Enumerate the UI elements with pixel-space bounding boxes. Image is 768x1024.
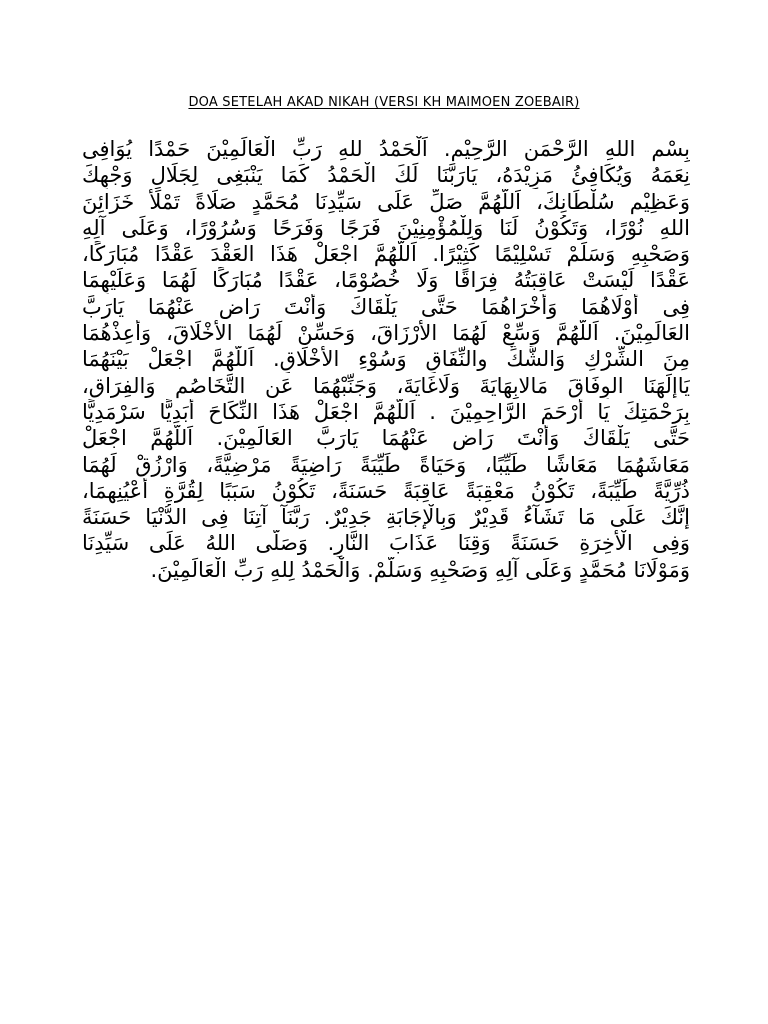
prayer-line-10: يَاإِلَهَنَا الوِفَاقَ مَالابِهَايَةَ وَلَاغَايَةَ، وَجَنِّبْهُمَا عَنِ التَّخَاصُمِ وَالفِرَاقِ، [82, 373, 690, 398]
prayer-line-4: اللهِ نُوْرًا، وَتَكُوْنُ لَنَا وَلِلْمُؤْمِنِيْنَ فَرَجًا وَفَرَحًا وَسُرُوْرًا، وَعَلَى آلِهِ [82, 215, 690, 240]
prayer-line-8: العَالَمِيْنَ. اَللَّهُمَّ وَسِّعْ لَهُمَا الأَرْزَاقَ، وَحَسِّنْ لَهُمَا الأَخْلَاقَ، وَأَعِذْهُمَا [82, 321, 690, 346]
prayer-line-11: بِرَحْمَتِكَ يَا أَرْحَمَ الرَّاحِمِيْنَ . اَللَّهُمَّ اجْعَلْ هَذَا النِّكَاحَ أَبَدِيًّا سَرْمَدِيًّا [82, 399, 690, 424]
prayer-line-7: فِى أَوْلَاهُمَا وَأُخْرَاهُمَا حَتَّى يَلْقَاكَ وَأَنْتَ رَاضٍ عَنْهُمَا يَارَبَّ [82, 294, 690, 319]
prayer-line-6: عَقْدًا لَيْسَتْ عَاقِبَتُهُ فِرَاقًا وَلَا خُصُوْمًا، عَقْدًا مُبَارَكًا لَهُمَا وَعَلَيْهِمَا [82, 268, 690, 293]
prayer-line-5: وَصَحْبِهِ وَسَلِّمْ تَسْلِيْمًا كَثِيْرًا. اَللَّهُمَّ اجْعَلْ هَذَا العَقْدَ عَقْدًا مُبَارَكًا، [82, 242, 690, 267]
prayer-line-3: وَعَظِيْمِ سُلْطَانِكَ، اَللَّهُمَّ صَلِّ عَلَى سَيِّدِنَا مُحَمَّدٍ صَلَاةً تَمْلَأُ خَزَائِنَ [82, 189, 690, 214]
prayer-line-15: إِنَّكَ عَلَى مَا تَشَآءُ قَدِيْرٌ وَبِالْإِجَابَةِ جَدِيْرٌ. رَبَّنَآ آتِنَا فِى الدُّنْيَا حَسَنَةً [82, 505, 690, 530]
prayer-line-13: مَعَاشَهُمَا مَعَاشًا طَيِّبًا، وَحَيَاةً طَيِّبَةً رَاضِيَةً مَرْضِيَّةً، وَارْزُقْ لَهُمَا [82, 452, 690, 477]
prayer-line-2: نِعَمَهُ وَيُكَافِئُ مَزِيْدَهُ، يَارَبَّنَا لَكَ الْحَمْدُ كَمَا يَنْبَغِى لِجَلَالِ وَجْهِكَ [82, 163, 690, 188]
prayer-line-16: وَفِى الْأَخِرَةِ حَسَنَةً وَقِنَا عَذَابَ النَّارِ. وَصَلَّى اللهُ عَلَى سَيِّدِنَا [82, 531, 690, 556]
prayer-line-9: مِنَ الشِّرْكِ وَالشَّكِّ والنِّفَاقِ وَسُوْءِ الأَخْلَاقِ. اَللَّهُمَّ اجْعَلْ بَيْنَهُمَا [82, 347, 690, 372]
prayer-text [82, 136, 690, 583]
prayer-line-17: وَمَوْلَانَا مُحَمَّدٍ وَعَلَى آلِهِ وَصَحْبِهِ وَسَلَّمْ. وَالْحَمْدُ لِلهِ رَبِّ الْعَالَمِيْنَ. [150, 557, 690, 582]
prayer-line-14: ذُرِّيَّةً طَيِّبَةً، تَكُوْنُ مَعْقِبَةً عَاقِبَةً حَسَنَةً، تَكُوْنُ سَبَبًا لِقُرَّةِ أَعْيُنِهِمَا، [82, 478, 690, 503]
prayer-line-12: حَتَّى يَلْقَاكَ وَأَنْتَ رَاضٍ عَنْهُمَا يَارَبَّ العَالَمِيْنَ. اَللَّهُمَّ اجْعَلْ [82, 426, 690, 451]
prayer-line-1: بِسْمِ اللهِ الرَّحْمَنِ الرَّحِيْمِ. اَلْحَمْدُ للهِ رَبِّ الْعَالَمِيْنَ حَمْدًا يُوَافِى [82, 137, 690, 161]
document-title: DOA SETELAH AKAD NIKAH (VERSI KH MAIMOEN ZOEBAIR) [188, 95, 580, 110]
